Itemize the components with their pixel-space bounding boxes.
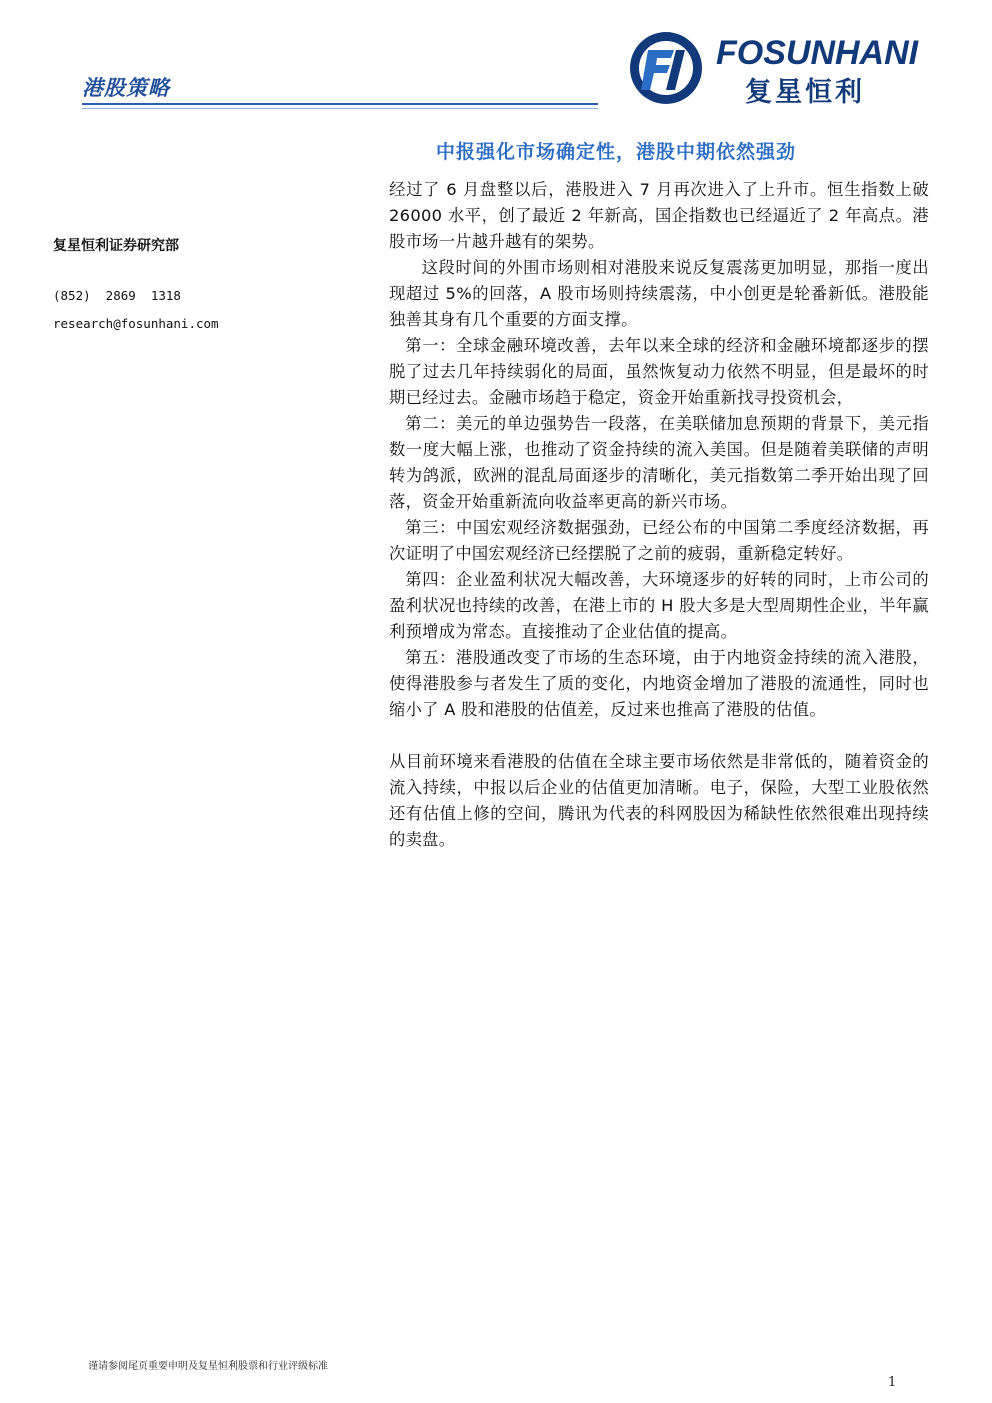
email-address: research@fosunhani.com [53,316,219,331]
article-body [389,177,929,853]
phone-number: (852) 2869 1318 [53,288,181,303]
footer-disclaimer: 谨请参阅尾页重要申明及复星恒利股票和行业评级标准 [88,1361,328,1372]
paragraph: 第一：全球金融环境改善，去年以来全球的经济和金融环境都逐步的摆脱了过去几年持续弱化的局面，虽然恢复动力依然不明显，但是最坏的时期已经过去。金融市场趋于稳定，资金开始重新找寻投资机会， [389,336,929,407]
section-header: 港股策略 [82,76,170,100]
paragraph-gap [389,723,929,749]
header-rule [82,103,598,105]
department-name: 复星恒利证券研究部 [53,238,179,254]
paragraph: 第三：中国宏观经济数据强劲，已经公布的中国第二季度经济数据，再次证明了中国宏观经济已经摆脱了之前的疲弱，重新稳定转好。 [389,518,929,563]
paragraph: 经过了 6 月盘整以后，港股进入 7 月再次进入了上升市。恒生指数上破 26000 水平，创了最近 2 年新高，国企指数也已经逼近了 2 年高点。港股市场一片越升越有的架势。 [389,180,929,251]
logo-text-en: FOSUNHANI [716,34,919,72]
paragraph: 第五：港股通改变了市场的生态环境，由于内地资金持续的流入港股，使得港股参与者发生了质的变化，内地资金增加了港股的流通性，同时也缩小了 A 股和港股的估值差，反过来也推高了港股的估值。 [389,648,929,719]
paragraph: 第四：企业盈利状况大幅改善，大环境逐步的好转的同时，上市公司的盈利状况也持续的改善，在港上市的 H 股大多是大型周期性企业，半年赢利预增成为常态。直接推动了企业估值的提高。 [389,570,929,641]
paragraph: 这段时间的外围市场则相对港股来说反复震荡更加明显，那指一度出现超过 5%的回落，A 股市场则持续震荡，中小创更是轮番新低。港股能独善其身有几个重要的方面支撑。 [389,258,929,329]
report-title: 中报强化市场确定性，港股中期依然强劲 [436,141,797,163]
page-number: 1 [888,1375,897,1390]
logo-text-cn: 复星恒利 [745,77,865,108]
header-rule-thin [82,108,598,109]
conclusion-paragraph: 从目前环境来看港股的估值在全球主要市场依然是非常低的，随着资金的流入持续，中报以后企业的估值更加清晰。电子，保险，大型工业股依然还有估值上修的空间，腾讯为代表的科网股因为稀缺性依然很难出现持续的卖盘。 [389,752,929,849]
paragraph: 第二：美元的单边强势告一段落，在美联储加息预期的背景下，美元指数一度大幅上涨，也推动了资金持续的流入美国。但是随着美联储的声明转为鸽派，欧洲的混乱局面逐步的清晰化，美元指数第二季开始出现了回落，资金开始重新流向收益率更高的新兴市场。 [389,414,929,511]
